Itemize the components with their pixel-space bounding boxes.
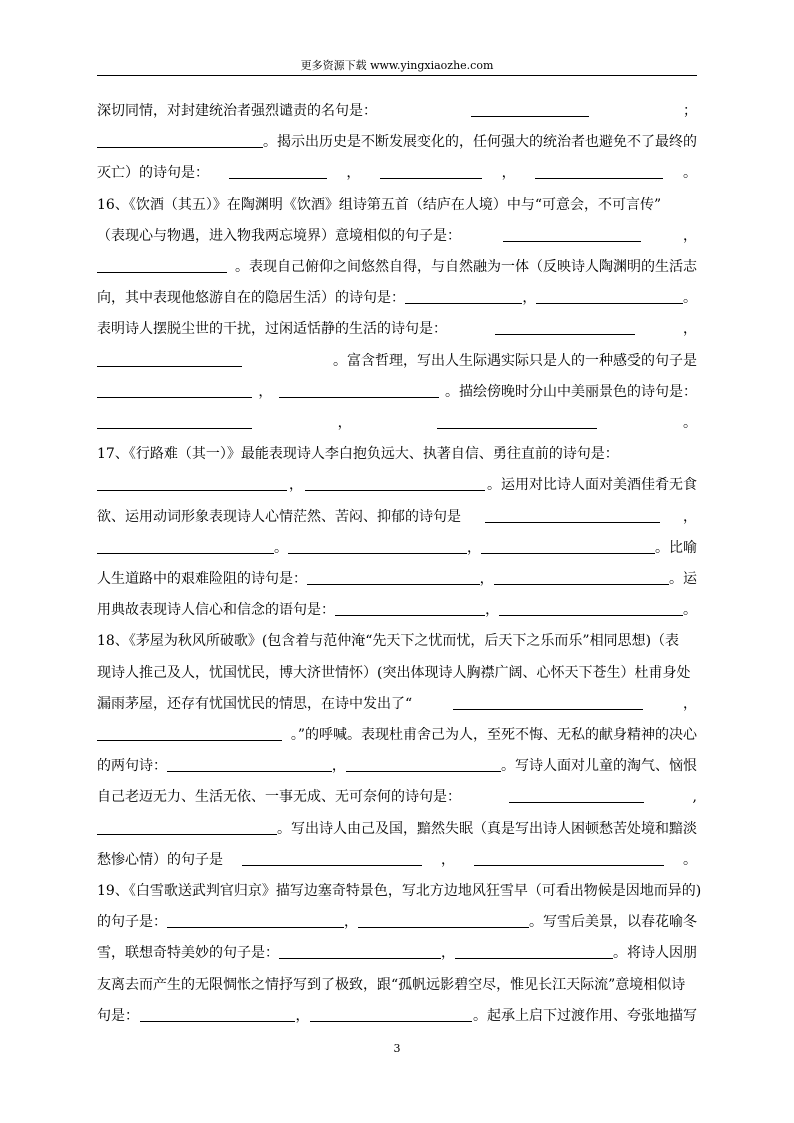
- line-text: 。: [683, 602, 697, 619]
- answer-blank[interactable]: [437, 412, 597, 429]
- text-line: [97, 225, 697, 247]
- text-line: [97, 755, 697, 777]
- line-text: 的句子是：: [97, 914, 167, 931]
- line-text: ，: [485, 602, 500, 619]
- answer-blank[interactable]: [97, 131, 263, 148]
- line-text: 19、《白雪歌送武判官归京》描写边塞奇特景色，写北方边地风狂雪早（可看出物候是因地而异的): [97, 883, 702, 899]
- line-text: 16、《饮酒（其五）》在陶渊明《饮酒》组诗第五首（结庐在人境）中与“可意会，不可言传”: [97, 196, 662, 213]
- answer-blank[interactable]: [358, 911, 529, 928]
- answer-blank[interactable]: [494, 568, 669, 585]
- text-line: [97, 256, 697, 278]
- line-text: 。”的呼喊。表现杜甫舍己为人，至死不悔、无私的献身精神的决心: [290, 727, 697, 743]
- text-line: [97, 662, 697, 684]
- text-line: [97, 818, 697, 840]
- answer-blank[interactable]: [453, 693, 643, 710]
- line-text: 。表现自己俯仰之间悠然自得，与自然融为一体（反映诗人陶渊明的生活志: [235, 259, 697, 275]
- text-line: [97, 724, 697, 746]
- answer-blank[interactable]: [481, 537, 655, 554]
- line-text: 句是：: [97, 1007, 139, 1024]
- line-text: 。: [682, 415, 697, 431]
- answer-blank[interactable]: [279, 942, 441, 959]
- text-line: [97, 537, 697, 559]
- line-text: ，: [331, 758, 346, 775]
- line-text: ；: [683, 103, 697, 119]
- text-line: [97, 942, 697, 964]
- line-text: 。写雪后美景，以春花喻冬: [529, 914, 697, 931]
- text-line: [97, 412, 697, 434]
- line-text: ，: [258, 383, 273, 400]
- line-text: 。描绘傍晚时分山中美丽景色的诗句是：: [444, 383, 697, 400]
- text-line: [97, 568, 697, 590]
- text-line: [97, 131, 697, 153]
- line-text: ，: [522, 290, 537, 307]
- text-line: [97, 1005, 697, 1027]
- answer-blank[interactable]: [97, 412, 252, 429]
- line-text: 灭亡）的诗句是：: [97, 165, 209, 182]
- answer-blank[interactable]: [97, 256, 227, 273]
- answer-blank[interactable]: [335, 599, 485, 616]
- line-text: 18、《茅屋为秋风所破歌》(包含着与范仲淹“先天下之忧而忧，后天下之乐而乐”相同思想)（表: [97, 633, 680, 650]
- answer-blank[interactable]: [405, 287, 522, 304]
- header-divider: [97, 75, 697, 76]
- line-text: 。运: [669, 571, 697, 587]
- answer-blank[interactable]: [474, 849, 664, 866]
- line-text: ，: [683, 695, 697, 712]
- line-text: 深切同情，对封建统治者强烈谴责的名句是：: [97, 103, 377, 119]
- answer-blank[interactable]: [509, 786, 644, 803]
- answer-blank[interactable]: [305, 474, 485, 491]
- page-header: 更多资源下载 www.yingxiaozhe.com: [300, 59, 494, 72]
- answer-blank[interactable]: [97, 474, 287, 491]
- text-line: [97, 786, 697, 808]
- line-text: 。将诗人因朋: [613, 945, 697, 962]
- line-text: 现诗人推己及人，忧国忧民，博大济世情怀）(突出体现诗人胸襟广阔、心怀天下苍生）杜甫身处: [97, 664, 691, 681]
- text-line: [97, 849, 697, 871]
- answer-blank[interactable]: [97, 381, 252, 398]
- line-text: 17、《行路难（其一）》最能表现诗人李白抱负远大、执著自信、勇往直前的诗句是：: [97, 446, 619, 463]
- answer-blank[interactable]: [167, 755, 332, 772]
- text-line: [97, 911, 697, 933]
- answer-blank[interactable]: [140, 1005, 295, 1022]
- line-text: 欲、运用动词形象表现诗人心情茫然、苦闷、抑郁的诗句是: [97, 508, 461, 525]
- line-text: 向，其中表现他悠游自在的隐居生活）的诗句是：: [97, 290, 405, 307]
- line-text: 。写诗人面对儿童的淘气、恼恨: [501, 758, 697, 775]
- text-line: [97, 162, 697, 184]
- answer-blank[interactable]: [229, 162, 327, 179]
- page-number: 3: [393, 1042, 401, 1055]
- line-text: 自己老迈无力、生活无依、一事无成、无可奈何的诗句是：: [97, 789, 461, 806]
- line-text: ，: [441, 945, 455, 962]
- answer-blank[interactable]: [495, 318, 635, 335]
- text-line: [97, 630, 697, 652]
- line-text: （表现心与物遇，进入物我两忘境界）意境相似的句子是：: [97, 227, 461, 244]
- text-line: [97, 100, 697, 122]
- line-text: 人生道路中的艰难险阻的诗句是：: [97, 571, 307, 587]
- line-text: 。: [683, 290, 697, 307]
- text-line: [97, 287, 697, 309]
- line-text: 。: [682, 165, 697, 182]
- line-text: ，: [295, 1007, 310, 1024]
- answer-blank[interactable]: [97, 818, 277, 835]
- answer-blank[interactable]: [485, 506, 660, 523]
- answer-blank[interactable]: [242, 849, 422, 866]
- text-line: [97, 350, 697, 372]
- line-text: ,: [692, 789, 697, 806]
- line-text: ，: [479, 571, 494, 587]
- line-text: 。比喻: [655, 539, 697, 556]
- line-text: ，: [289, 477, 303, 494]
- answer-blank[interactable]: [503, 225, 641, 242]
- line-text: 友离去而产生的无限惆怅之情抒写到了极致，跟“孤帆远影碧空尽，惟见长江天际流”意境相似诗: [97, 976, 686, 993]
- answer-blank[interactable]: [499, 599, 683, 616]
- line-text: ，: [441, 851, 455, 868]
- line-text: ，: [343, 914, 358, 931]
- line-text: ，: [346, 165, 361, 182]
- line-text: 。写出诗人由己及国，黯然失眠（真是写出诗人困顿愁苦处境和黯淡: [277, 820, 697, 837]
- answer-blank[interactable]: [97, 724, 282, 741]
- answer-blank[interactable]: [167, 911, 344, 928]
- answer-blank[interactable]: [380, 162, 482, 179]
- answer-blank[interactable]: [346, 755, 501, 772]
- text-line: [97, 381, 697, 403]
- text-line: [97, 443, 697, 465]
- line-text: ，: [466, 539, 481, 556]
- line-text: 用典故表现诗人信心和信念的语句是：: [97, 602, 335, 619]
- line-text: 。富含哲理，写出人生际遇实际只是人的一种感受的句子是: [333, 352, 697, 369]
- line-text: ，: [337, 415, 352, 431]
- answer-blank[interactable]: [535, 162, 663, 179]
- text-line: [97, 474, 697, 496]
- text-line: [97, 506, 697, 528]
- line-text: ，: [501, 165, 516, 182]
- answer-blank[interactable]: [307, 568, 480, 585]
- line-text: 。运用对比诗人面对美酒佳肴无食: [487, 477, 697, 494]
- line-text: ，: [683, 227, 697, 244]
- answer-blank[interactable]: [471, 100, 589, 117]
- text-line: [97, 880, 702, 902]
- line-text: 。起承上启下过渡作用、夸张地描写: [473, 1007, 697, 1024]
- text-line: [97, 318, 697, 340]
- text-line: [97, 974, 697, 996]
- line-text: 漏雨茅屋，还存有忧国忧民的情思，在诗中发出了“: [97, 695, 413, 712]
- line-text: 。: [274, 539, 288, 556]
- text-line: [97, 599, 697, 621]
- answer-blank[interactable]: [97, 537, 274, 554]
- line-text: ，: [683, 321, 697, 338]
- text-line: [97, 693, 697, 715]
- answer-blank[interactable]: [455, 942, 613, 959]
- line-text: ，: [683, 508, 697, 525]
- line-text: 雪，联想奇特美妙的句子是：: [97, 945, 279, 962]
- answer-blank[interactable]: [536, 287, 683, 304]
- line-text: 。揭示出历史是不断发展变化的，任何强大的统治者也避免不了最终的: [263, 134, 697, 151]
- answer-blank[interactable]: [97, 350, 242, 367]
- line-text: 。: [683, 851, 697, 868]
- text-line: [97, 194, 697, 216]
- line-text: 的两句诗：: [97, 758, 167, 775]
- answer-blank[interactable]: [310, 1005, 472, 1022]
- line-text: 表明诗人摆脱尘世的干扰，过闲适恬静的生活的诗句是：: [97, 321, 447, 338]
- answer-blank[interactable]: [279, 381, 439, 398]
- answer-blank[interactable]: [288, 537, 467, 554]
- line-text: 愁惨心情）的句子是: [97, 851, 223, 868]
